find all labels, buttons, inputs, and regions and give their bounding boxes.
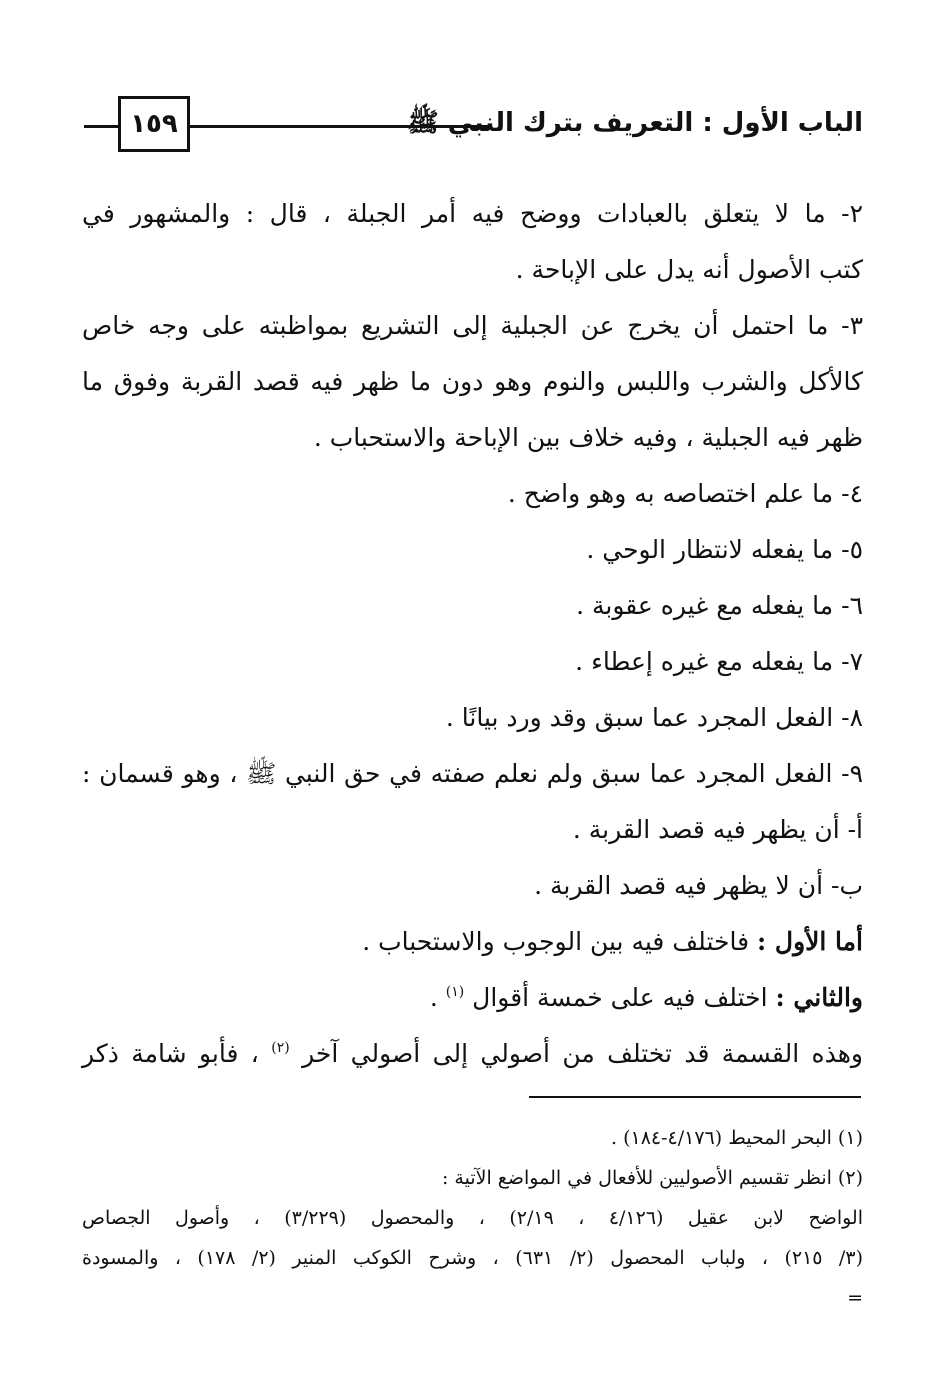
first-text: فاختلف فيه بين الوجوب والاستحباب .	[362, 927, 757, 956]
footnotes	[82, 1118, 863, 1318]
page-header	[0, 92, 941, 162]
last-paragraph	[82, 1026, 863, 1082]
second-paragraph	[82, 970, 863, 1026]
list-item: ب- أن لا يظهر فيه قصد القربة .	[534, 871, 863, 900]
text-line: ٢- ما لا يتعلق بالعبادات ووضح فيه أمر الجبلة ، قال : والمشهور في	[82, 199, 863, 228]
list-item: ٨- الفعل المجرد عما سبق وقد ورد بيانًا .	[445, 703, 863, 732]
header-rule-left	[84, 125, 118, 128]
first-paragraph	[82, 914, 863, 970]
footnote: (٢) انظر تقسيم الأصوليين للأفعال في المواضع الآتية :	[441, 1167, 863, 1189]
list-item: ٥- ما يفعله لانتظار الوحي .	[586, 535, 863, 564]
list-item: ٦- ما يفعله مع غيره عقوبة .	[576, 591, 863, 620]
text-line: ٣- ما احتمل أن يخرج عن الجبلية إلى التشريع بمواظبته على وجه خاص	[82, 311, 863, 340]
first-label: أما الأول :	[756, 927, 863, 956]
footnote: (٣/ ٢١٥) ، ولباب المحصول (٢/ ٦٣١) ، وشرح الكوكب المنير (٢/ ١٧٨) ، والمسودة	[82, 1247, 863, 1269]
list-item: ٤- ما علم اختصاصه به وهو واضح .	[507, 479, 863, 508]
footnote: (١) البحر المحيط (٤/١٧٦-١٨٤) .	[610, 1127, 863, 1149]
text-line: كتب الأصول أنه يدل على الإباحة .	[515, 255, 863, 284]
footnote: الواضح لابن عقيل (٤/١٢٦ ، ٢/١٩) ، والمحصول (٣/٢٢٩) ، وأصول الجصاص	[82, 1207, 863, 1229]
last-text: وهذه القسمة قد تختلف من أصولي إلى أصولي آخر	[289, 1039, 864, 1068]
second-label: والثاني :	[775, 983, 863, 1012]
footnote-ref[interactable]: (١)	[445, 984, 465, 1000]
second-text: اختلف فيه على خمسة أقوال	[464, 983, 776, 1012]
list-item: ٩- الفعل المجرد عما سبق ولم نعلم صفته في حق النبي ﷺ ، وهو قسمان :	[82, 759, 863, 788]
footnote-ref[interactable]: (٢)	[271, 1040, 290, 1056]
last-end: ، فأبو شامة ذكر	[82, 1039, 272, 1068]
running-title: الباب الأول : التعريف بترك النبي ﷺ	[407, 108, 863, 138]
text-line: ظهر فيه الجبلية ، وفيه خلاف بين الإباحة والاستحباب .	[313, 423, 863, 452]
text-line: كالأكل والشرب واللبس والنوم وهو دون ما ظهر فيه قصد القربة وفوق ما	[82, 367, 863, 396]
main-text	[82, 186, 863, 1082]
second-end: .	[429, 983, 446, 1012]
footnote-continuation-mark: =	[847, 1287, 863, 1309]
list-item: أ- أن يظهر فيه قصد القربة .	[572, 815, 863, 844]
list-item: ٧- ما يفعله مع غيره إعطاء .	[575, 647, 863, 676]
page-number: ١٥٩	[118, 96, 190, 152]
footnote-separator	[529, 1096, 861, 1098]
